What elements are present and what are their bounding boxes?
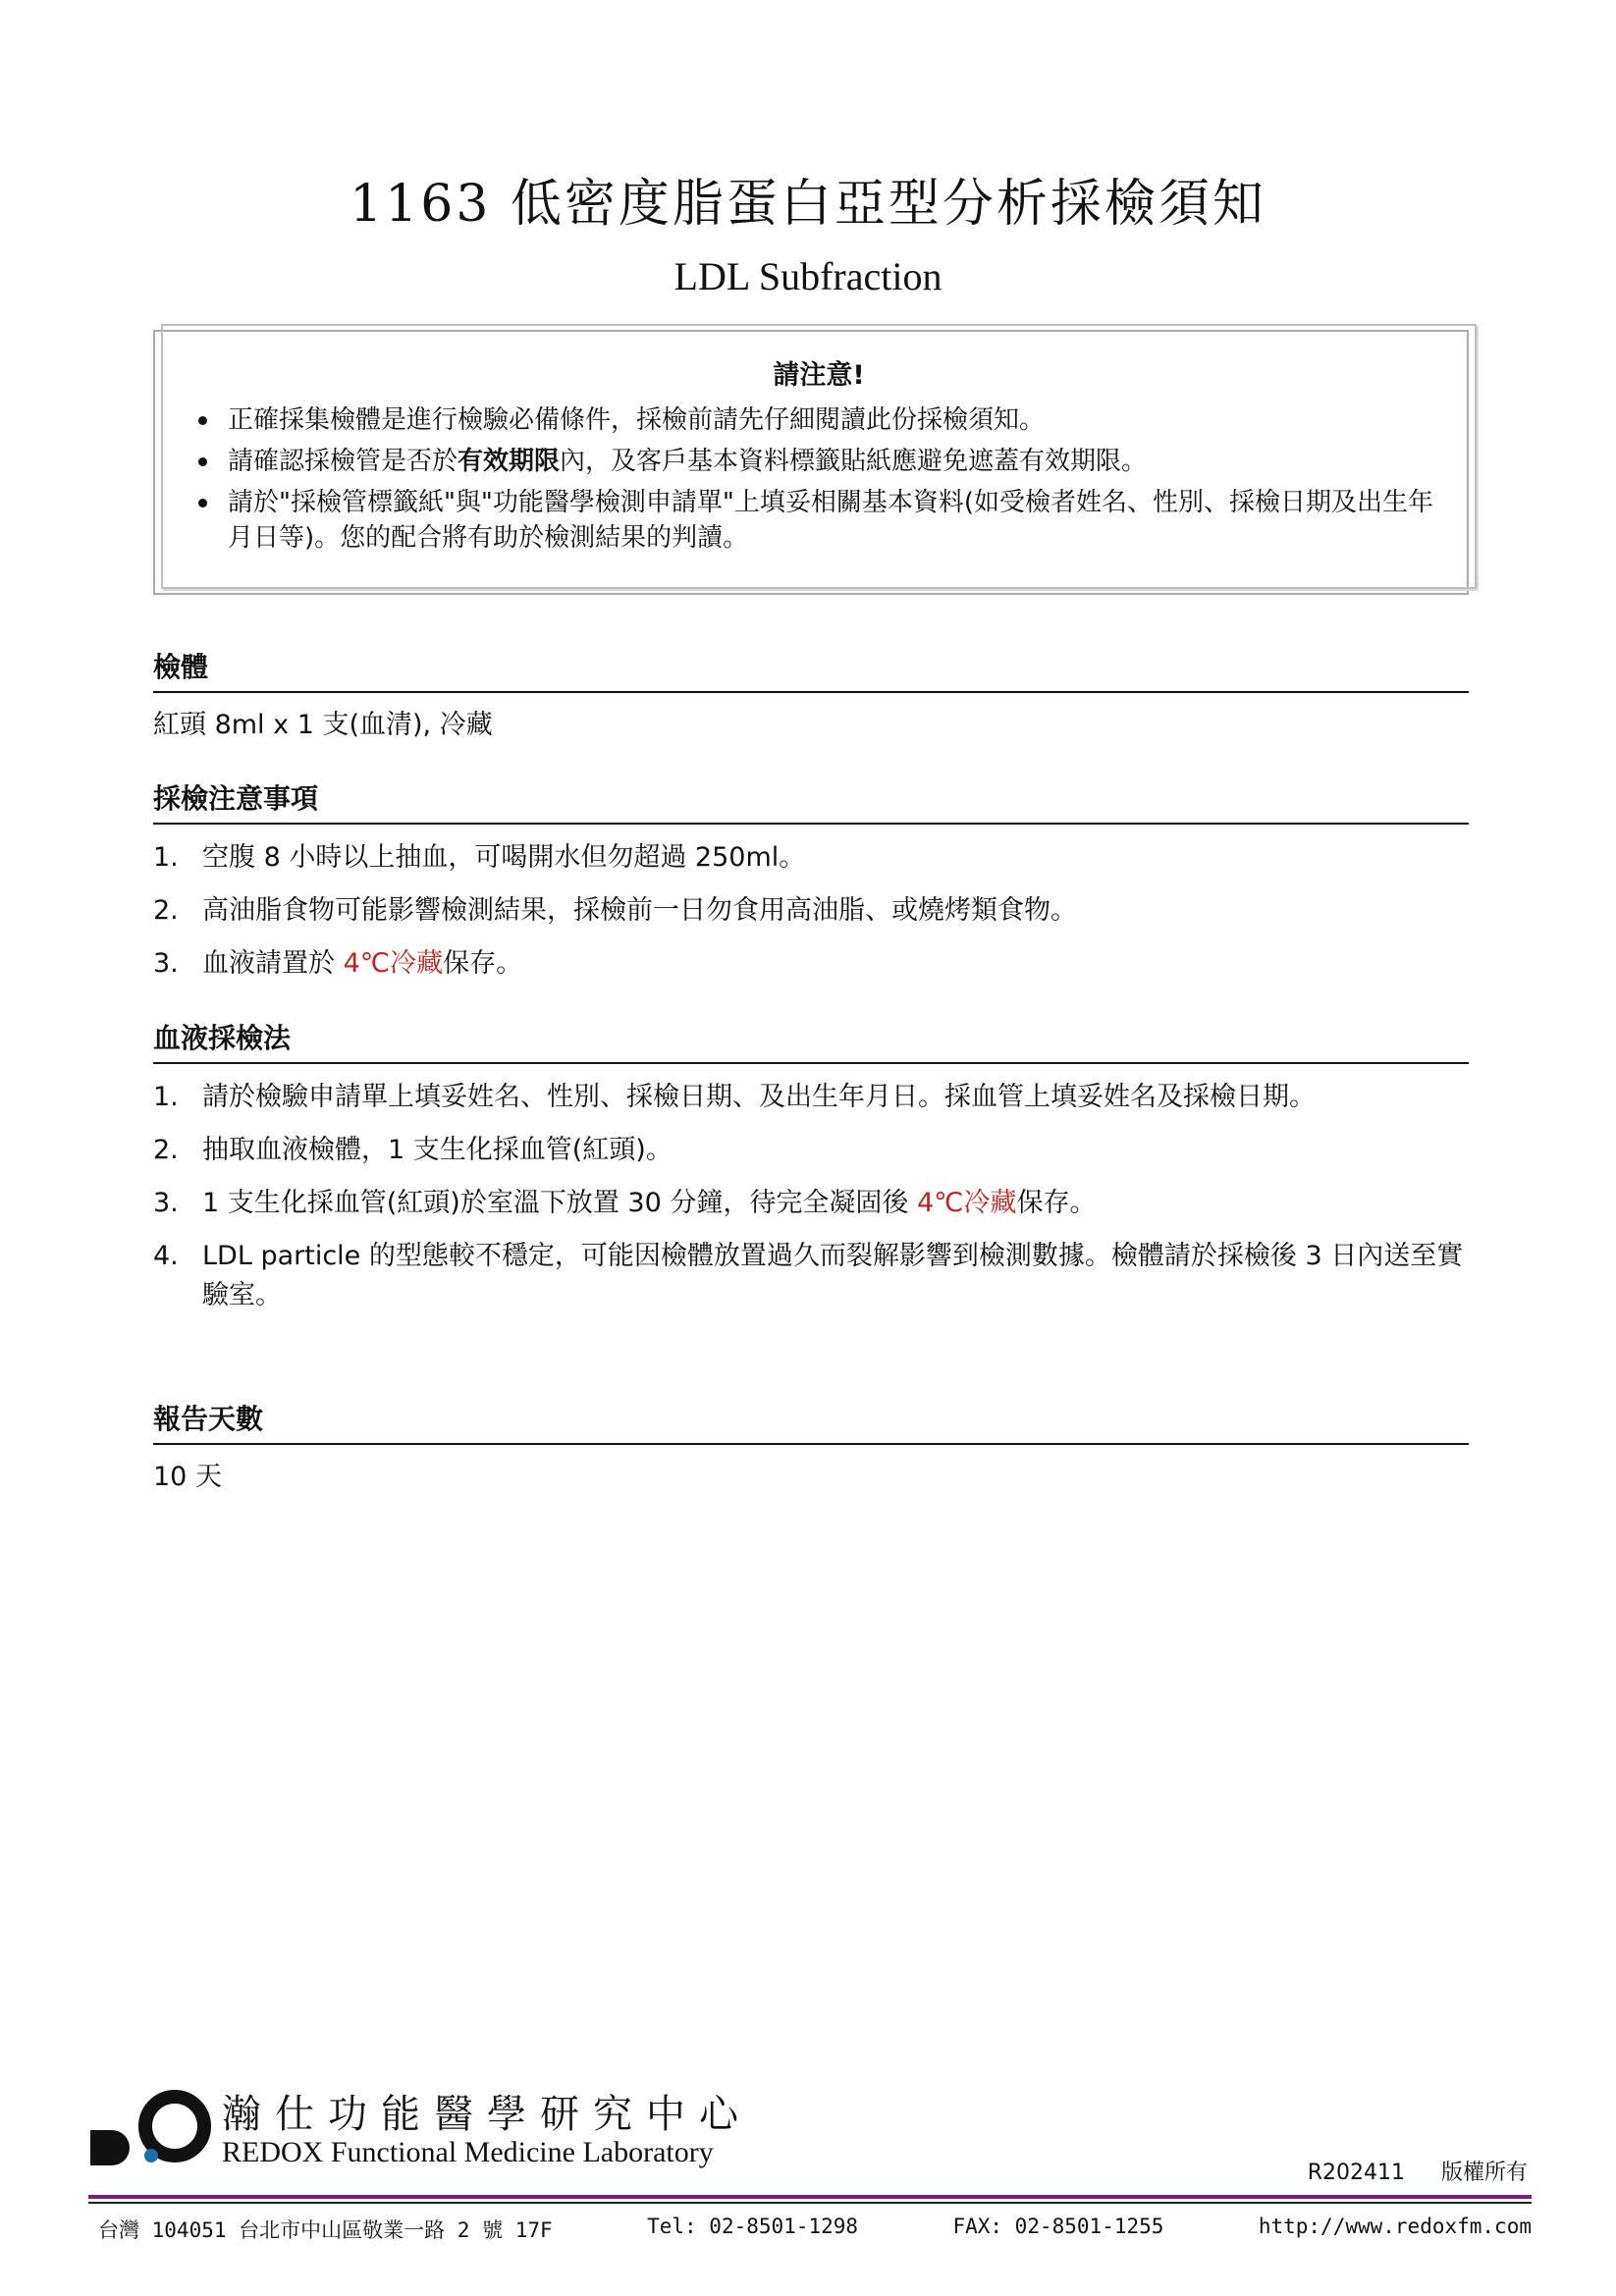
list-item: 2. 高油脂食物可能影響檢測結果，採檢前一日勿食用高油脂、或燒烤類食物。 — [153, 895, 1077, 926]
doc-code: R202411 版權所有 — [1307, 2161, 1528, 2185]
specimen-text: 紅頭 8ml x 1 支(血清), 冷藏 — [153, 710, 493, 740]
section-heading: 血液採檢法 — [153, 1021, 1469, 1064]
bullet-icon — [198, 457, 207, 466]
notice-item: 請確認採檢管是否於有效期限內，及客戶基本資料標籤貼紙應避免遮蓋有效期限。 — [190, 444, 1447, 479]
notice-list — [190, 402, 1447, 561]
method-section — [153, 1021, 1469, 1329]
report-section — [153, 1402, 1469, 1496]
method-list — [153, 1078, 1469, 1315]
notice-item: 請於"採檢管標籤紙"與"功能醫學檢測申請單"上填妥相關基本資料(如受檢者姓名、性別、採檢日期及出生年月日等)。您的配合將有助於檢測結果的判讀。 — [190, 485, 1447, 556]
notice-box — [161, 324, 1477, 589]
footer-contact — [98, 2215, 1532, 2244]
precautions-list — [153, 838, 1469, 984]
specimen-section — [153, 650, 1469, 744]
notice-item: 正確採集檢體是進行檢驗必備條件，採檢前請先仔細閱讀此份採檢須知。 — [190, 402, 1447, 438]
address: 台灣 104051 台北市中山區敬業一路 2 號 17F — [98, 2218, 553, 2242]
footer-rule — [88, 2195, 1532, 2199]
list-item: 1. 請於檢驗申請單上填妥姓名、性別、採檢日期、及出生年月日。採血管上填妥姓名及採檢日期。 — [153, 1082, 1316, 1112]
list-item: 3. 血液請置於 4℃冷藏保存。 — [153, 948, 523, 979]
list-item: 1. 空腹 8 小時以上抽血，可喝開水但勿超過 250ml。 — [153, 842, 806, 873]
section-heading: 採檢注意事項 — [153, 781, 1469, 825]
section-heading: 報告天數 — [153, 1402, 1469, 1445]
website-link[interactable]: http://www.redoxfm.com — [1258, 2215, 1532, 2238]
section-heading: 檢體 — [153, 650, 1469, 693]
notice-heading: 請注意! — [773, 360, 865, 391]
bullet-icon — [198, 499, 207, 507]
fax: FAX: 02-8501-1255 — [952, 2215, 1164, 2238]
report-days: 10 天 — [153, 1462, 222, 1492]
footer-rule — [88, 2202, 1532, 2204]
list-item: 4. LDL particle 的型態較不穩定，可能因檢體放置過久而裂解影響到檢測數據。檢體請於採檢後 3 日內送至實驗室。 — [153, 1241, 1464, 1310]
org-name-zh: 瀚仕功能醫學研究中心 — [222, 2092, 752, 2137]
telephone: Tel: 02-8501-1298 — [647, 2215, 859, 2238]
page-subtitle: LDL Subfraction — [673, 254, 943, 298]
precautions-section — [153, 781, 1469, 997]
page-title: 1163 低密度脂蛋白亞型分析採檢須知 — [350, 175, 1266, 234]
list-item: 2. 抽取血液檢體，1 支生化採血管(紅頭)。 — [153, 1135, 673, 1165]
org-name-en: REDOX Functional Medicine Laboratory — [222, 2136, 714, 2168]
redox-logo — [86, 2087, 214, 2165]
bullet-icon — [198, 416, 207, 425]
list-item: 3. 1 支生化採血管(紅頭)於室溫下放置 30 分鐘，待完全凝固後 4℃冷藏保存。 — [153, 1188, 1097, 1218]
